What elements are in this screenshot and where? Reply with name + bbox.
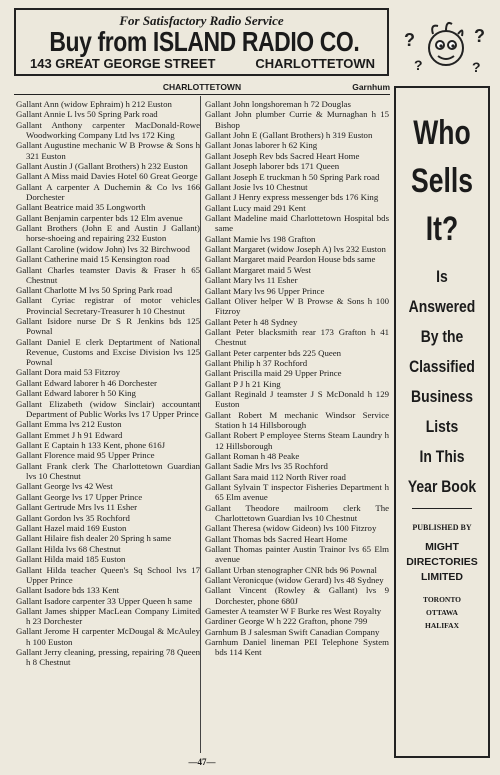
directory-entry: Gallant Oliver helper W B Prowse & Sons h 100 Fitzroy [205, 296, 389, 317]
directory-entry: Gallant Philip h 37 Rochford [205, 358, 308, 369]
ad-address: 143 GREAT GEORGE STREET [30, 56, 216, 71]
directory-entry: Gallant Hilda lvs 68 Chestnut [16, 543, 121, 554]
running-header [14, 80, 390, 94]
directory-entry: Gallant Theodore mailroom clerk The Charlottetown Guardian lvs 10 Chestnut [205, 502, 389, 523]
sidebar-advertisement [394, 86, 490, 758]
ad-address-line [16, 56, 387, 71]
directory-entry: Gallant George lvs 17 Upper Prince [16, 491, 143, 502]
publisher-might: MIGHT [425, 541, 459, 553]
directory-entry: Gallant E Captain h 133 Kent, phone 616J [16, 440, 166, 451]
directory-entry: Gallant Isidore nurse Dr S R Jenkins bds 125 Pownal [16, 316, 200, 337]
directory-entry: Gallant Anthony carpenter MacDonald-Rowe Woodworking Company Ltd lvs 172 King [16, 119, 200, 140]
directory-entry: Gallant John plumber Currie & Murnaghan h 15 Bishop [205, 109, 389, 130]
directory-entry: Gallant Sara maid 112 North River road [205, 471, 346, 482]
directory-entry: Gallant Peter blacksmith rear 173 Grafton h 41 Chestnut [205, 327, 389, 348]
directory-entry: Gallant Urban stenographer CNR bds 96 Pownal [205, 564, 377, 575]
directory-entry: Gallant Vincent (Rowley & Gallant) lvs 9 Dorchester, phone 680J [205, 585, 389, 606]
ad-headline: Buy from ISLAND RADIO CO. [49, 26, 360, 57]
directory-entry: Gallant George lvs 42 West [16, 481, 113, 492]
city-halifax: HALIFAX [424, 621, 460, 630]
directory-entry: Garnhum Daniel lineman PEI Telephone System bds 114 Kent [205, 637, 389, 658]
directory-entry: Gallant Annie L lvs 50 Spring Park road [16, 109, 158, 120]
directory-entry: Gallant John longshoreman h 72 Douglas [205, 99, 351, 109]
header-rule [14, 94, 390, 95]
directory-entry: Gallant Margaret (widow Joseph A) lvs 232 Euston [205, 244, 386, 255]
island-radio-advertisement [14, 8, 389, 76]
directory-entry: Gallant Beatrice maid 35 Longworth [16, 202, 146, 213]
side-in-this: In This [419, 447, 465, 466]
column-divider [200, 96, 201, 753]
directory-entry: Gallant Ann (widow Ephraim) h 212 Euston [16, 99, 172, 109]
directory-entry: Gallant Sadie Mrs lvs 35 Rochford [205, 461, 328, 472]
directory-entry: Gallant Jerry cleaning, pressing, repairing 78 Queen h 8 Chestnut [16, 647, 200, 668]
left-column [16, 99, 200, 667]
directory-entry: Gallant Augustine mechanic W B Prowse & Sons h 321 Euston [16, 140, 200, 161]
directory-entry: Gallant Reginald J teamster J S McDonald h 129 Euston [205, 389, 389, 410]
side-publisher [396, 540, 488, 585]
directory-entry: Gallant Elizabeth (widow Sinclair) accountant Department of Public Works lvs 17 Upper Prince [16, 398, 200, 419]
directory-entry: Gallant Sylvain T inspector Fisheries Department h 65 Elm avenue [205, 482, 389, 503]
directory-entry: Gallant Hilda teacher Queen's Sq School lvs 17 Upper Prince [16, 564, 200, 585]
directory-entry: Gallant Hazel maid 169 Euston [16, 522, 127, 533]
directory-entry: Gallant Jerome H carpenter McDougal & McAuley h 100 Euston [16, 626, 200, 647]
side-answered: Answered [408, 297, 476, 316]
directory-entry: Gallant Robert M mechanic Windsor Service Station h 14 Hillsborough [205, 409, 389, 430]
directory-entry: Gallant A Miss maid Davies Hotel 60 Great George [16, 171, 198, 182]
directory-entry: Gallant Margaret maid 5 West [205, 264, 311, 275]
directory-entry: Gallant Edward laborer h 50 King [16, 388, 136, 399]
ad-tagline: For Satisfactory Radio Service [119, 13, 284, 28]
side-rule [412, 508, 472, 509]
side-business: Business [411, 387, 473, 406]
directory-entry: Gallant Cyriac registrar of motor vehicles Provincial Secretary-Treasurer h 10 Chestnut [16, 295, 200, 316]
publisher-limited: LIMITED [421, 571, 463, 583]
directory-entry: Gallant Hilda maid 185 Euston [16, 554, 126, 565]
directory-entry: Gallant Veronicque (widow Gerard) lvs 48 Sydney [205, 575, 384, 586]
side-by-the: By the [420, 327, 464, 346]
directory-entry: Gallant James shipper MacLean Company Limited h 23 Dorchester [16, 605, 200, 627]
directory-entry: Gallant Austin J (Gallant Brothers) h 232 Euston [16, 160, 188, 171]
svg-text:?: ? [404, 30, 415, 50]
directory-entry: Gallant Mamie lvs 198 Grafton [205, 233, 316, 244]
directory-entry: Garnhum B J salesman Swift Canadian Company [205, 626, 380, 637]
directory-entry: Gallant Lucy maid 291 Kent [205, 202, 306, 213]
header-guide-word: Garnhum [352, 82, 390, 92]
directory-entry: Gallant Benjamin carpenter bds 12 Elm avenue [16, 212, 183, 223]
directory-entry: Gallant John E (Gallant Brothers) h 319 Euston [205, 129, 373, 140]
directory-entry: Gallant Florence maid 95 Upper Prince [16, 450, 155, 461]
page-number: —47— [188, 757, 216, 767]
directory-entry: Gallant Gertrude Mrs lvs 11 Esher [16, 502, 138, 513]
directory-entry: Gallant Priscilla maid 29 Upper Prince [205, 368, 342, 379]
directory-entry: Gallant P J h 21 King [205, 378, 281, 389]
city-ottawa: OTTAWA [426, 608, 458, 617]
directory-entry: Gallant Emmet J h 91 Edward [16, 429, 123, 440]
side-lists: Lists [425, 417, 459, 436]
side-sells: Sells [411, 162, 473, 200]
side-published-by: PUBLISHED BY [412, 523, 472, 532]
directory-entry: Gallant A carpenter A Duchemin & Co lvs 166 Dorchester [16, 181, 200, 202]
directory-entry: Gallant Joseph E truckman h 50 Spring Park road [205, 171, 380, 182]
side-is: Is [436, 267, 448, 286]
directory-entry: Gallant Madeline maid Charlottetown Hospital bds same [205, 213, 389, 234]
question-mascot-icon [400, 18, 492, 80]
directory-entry: Gallant Caroline (widow John) lvs 32 Birchwood [16, 243, 190, 254]
directory-entry: Gallant Charles teamster Davis & Fraser h 65 Chestnut [16, 264, 200, 285]
side-year-book: Year Book [407, 477, 477, 496]
directory-entry: Gallant Brothers (John E and Austin J Gallant) horse-shoeing and repairing 232 Euston [16, 223, 200, 244]
directory-entry: Gallant Charlotte M lvs 50 Spring Park road [16, 285, 173, 296]
city-toronto: TORONTO [422, 595, 462, 604]
svg-text:?: ? [474, 26, 485, 46]
side-who: Who [413, 114, 471, 152]
directory-entry: Gallant Peter h 48 Sydney [205, 316, 298, 327]
side-it: It? [425, 210, 459, 248]
directory-entry: Gallant Mary lvs 11 Esher [205, 275, 298, 286]
directory-entry: Gallant Emma lvs 212 Euston [16, 419, 122, 430]
directory-entry: Gallant Catherine maid 15 Kensington road [16, 254, 170, 265]
directory-entry: Gallant Thomas painter Austin Trainor lvs 65 Elm avenue [205, 544, 389, 565]
directory-entry: Gallant J Henry express messenger bds 176 King [205, 192, 379, 203]
directory-entry: Gallant Thomas bds Sacred Heart Home [205, 533, 348, 544]
directory-entry: Gallant Daniel E clerk Deptartment of National Revenue, Customs and Excise Division lvs 125 Pownal [16, 336, 200, 368]
directory-entry: Gallant Isadore carpenter 33 Upper Queen h same [16, 595, 193, 606]
directory-entry: Gallant Mary lvs 96 Upper Prince [205, 285, 325, 296]
directory-entry: Gallant Josie lvs 10 Chestnut [205, 181, 308, 192]
header-city: CHARLOTTETOWN [162, 82, 242, 92]
directory-entry: Gamester A teamster W F Burke res West Royalty [205, 606, 382, 617]
side-cities [396, 593, 488, 632]
right-column [205, 99, 389, 658]
directory-entry: Gallant Joseph Rev bds Sacred Heart Home [205, 150, 360, 161]
svg-text:?: ? [472, 59, 481, 75]
directory-entry: Gardiner George W h 222 Grafton, phone 799 [205, 616, 368, 627]
directory-entry: Gallant Joseph laborer bds 171 Queen [205, 161, 340, 172]
side-classified: Classified [409, 357, 475, 376]
directory-entry: Gallant Isadore bds 133 Kent [16, 585, 120, 596]
directory-entry: Gallant Jonas laborer h 62 King [205, 140, 318, 151]
directory-entry: Gallant Hilaire fish dealer 20 Spring h same [16, 533, 172, 544]
directory-entry: Gallant Margaret maid Peardon House bds same [205, 254, 376, 265]
directory-entry: Gallant Roman h 48 Peake [205, 450, 300, 461]
directory-entry: Gallant Robert P employee Sterns Steam Laundry h 12 Hillsborough [205, 430, 389, 451]
directory-entry: Gallant Peter carpenter bds 225 Queen [205, 347, 342, 358]
publisher-directories: DIRECTORIES [406, 556, 478, 568]
directory-entry: Gallant Gordon lvs 35 Rochford [16, 512, 130, 523]
directory-entry: Gallant Frank clerk The Charlottetown Guardian lvs 10 Chestnut [16, 460, 200, 481]
directory-entry: Gallant Theresa (widow Gideon) lvs 100 Fitzroy [205, 523, 377, 534]
ad-city: CHARLOTTETOWN [255, 56, 375, 71]
directory-entry: Gallant Edward laborer h 46 Dorchester [16, 377, 157, 388]
svg-text:?: ? [414, 57, 423, 73]
directory-entry: Gallant Dora maid 53 Fitzroy [16, 367, 121, 378]
